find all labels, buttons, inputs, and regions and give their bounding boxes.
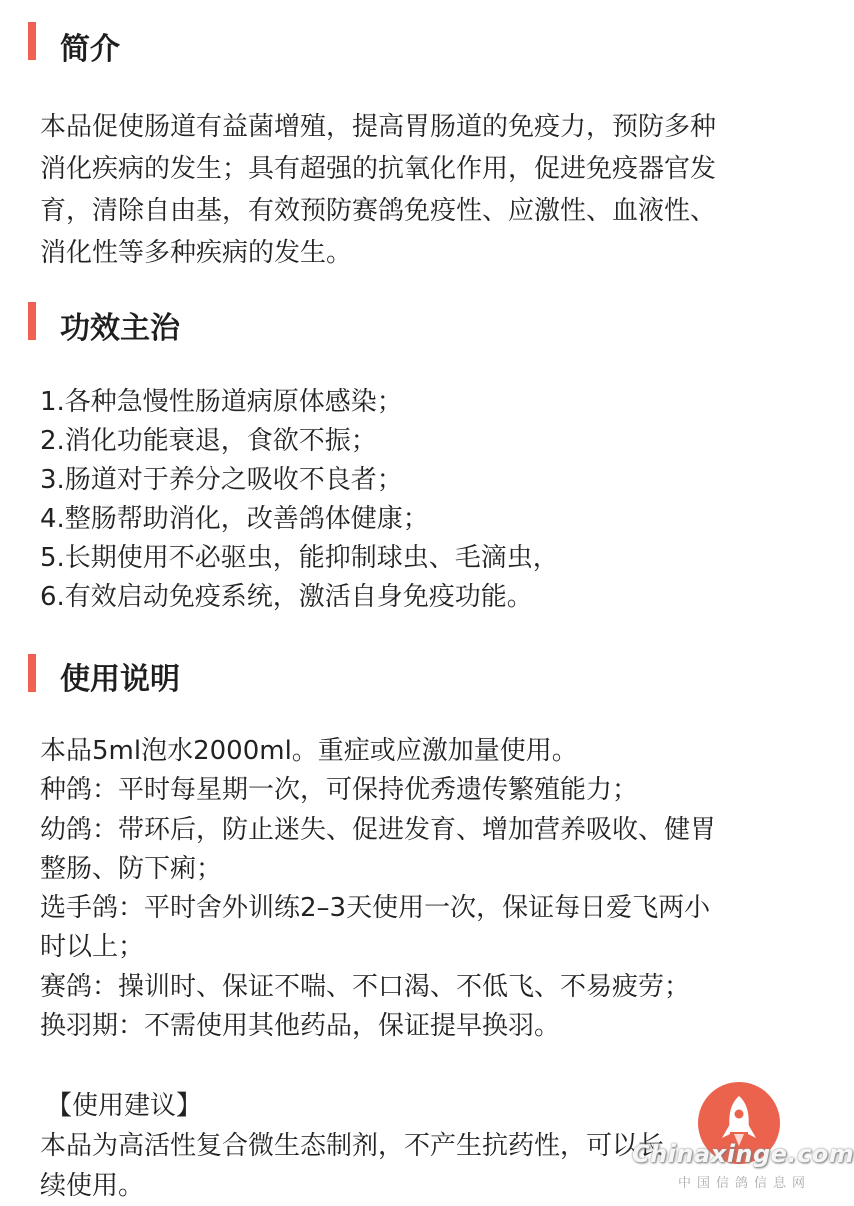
watermark-subtitle: 中国信鸽信息网 [678,1176,812,1191]
list-item: 1.各种急慢性肠道病原体感染； [40,387,403,417]
text-line: 消化性等多种疾病的发生。 [40,238,353,268]
text-line: 整肠、防下痢； [40,853,223,884]
list-item: 4.整肠帮助消化，改善鸽体健康； [40,504,429,534]
intro-paragraph [40,106,800,274]
section-title-efficacy: 功效主治 [60,311,180,346]
text-line: 幼鸽：带环后，防止迷失、促进发育、增加营养吸收、健胃 [40,814,717,845]
list-item: 5.长期使用不必驱虫，能抑制球虫、毛滴虫， [40,543,559,573]
text-line: 本品5ml泡水2000ml。重症或应激加量使用。 [40,736,578,766]
text-line: 换羽期：不需使用其他药品，保证提早换羽。 [40,1011,561,1042]
section-title-usage: 使用说明 [60,662,180,697]
list-item: 3.肠道对于养分之吸收不良者； [40,465,403,495]
section-marker [28,22,36,60]
list-item: 6.有效启动免疫系统，激活自身免疫功能。 [40,582,533,612]
text-line: 赛鸽：操训时、保证不喘、不口渴、不低飞、不易疲劳； [40,971,691,1002]
text-line: 本品为高活性复合微生态制剂，不产生抗药性，可以长 [40,1131,665,1161]
advice-heading: 【使用建议】 [46,1091,203,1121]
text-line: 续使用。 [40,1171,145,1201]
section-marker [28,654,36,692]
text-line: 时以上； [40,932,145,963]
watermark-brand: Chinaxinge.com [632,1140,854,1168]
text-line: 本品促使肠道有益菌增殖，提高胃肠道的免疫力，预防多种 [40,112,717,142]
section-title-intro: 简介 [60,32,120,67]
text-line: 种鸽：平时每星期一次，可保持优秀遗传繁殖能力； [40,775,639,806]
list-item: 2.消化功能衰退，食欲不振； [40,426,377,456]
efficacy-list [40,383,800,617]
text-line: 消化疾病的发生；具有超强的抗氧化作用，促进免疫器官发 [40,154,717,184]
usage-paragraph [40,732,800,1046]
text-line: 选手鸽：平时舍外训练2–3天使用一次，保证每日爱飞两小 [40,893,711,924]
section-marker [28,302,36,340]
text-line: 育，清除自由基，有效预防赛鸽免疫性、应激性、血液性、 [40,196,717,226]
